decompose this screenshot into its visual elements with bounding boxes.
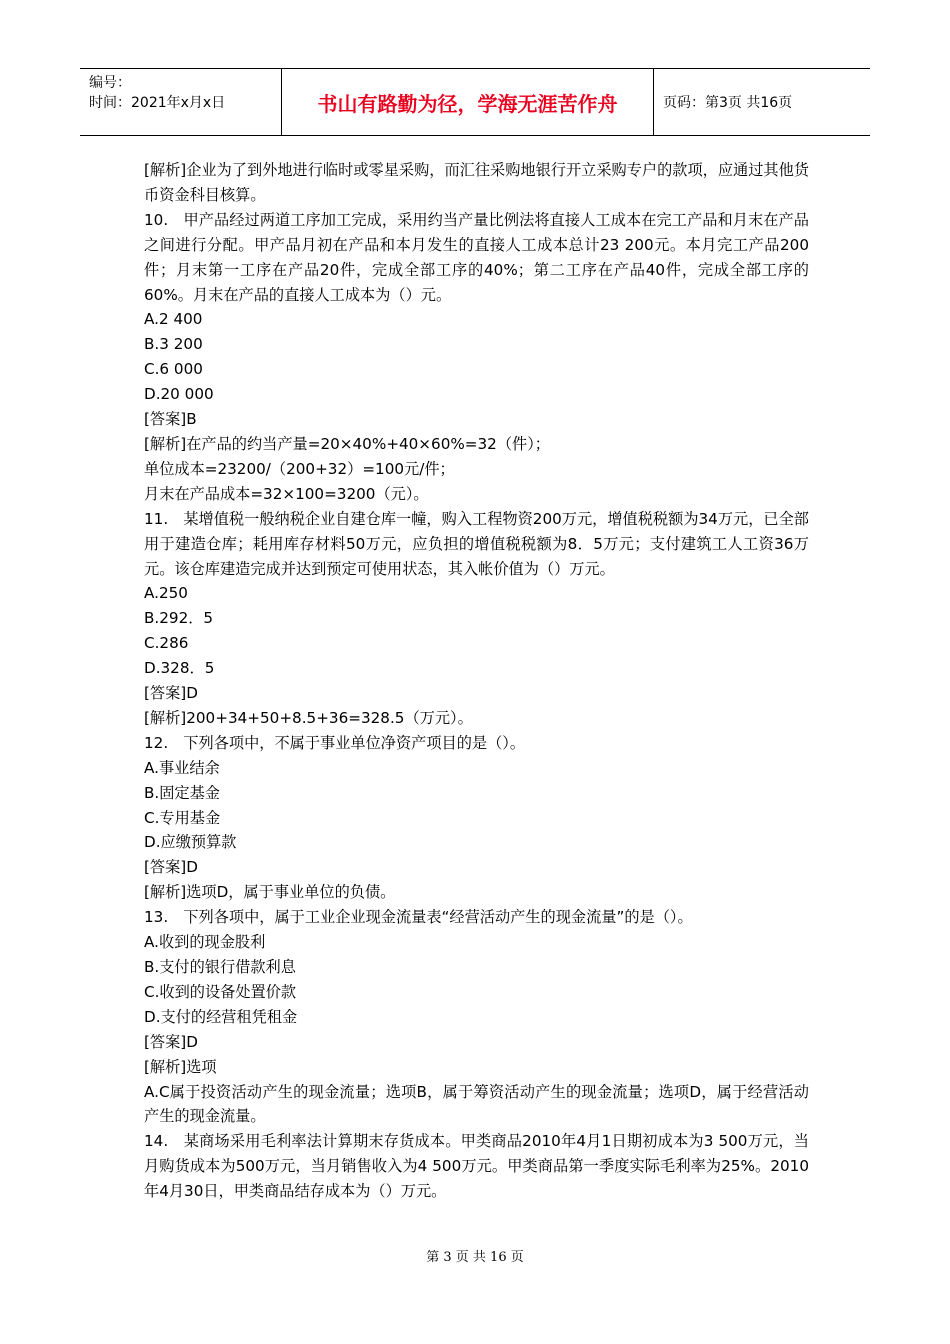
header-left-cell	[80, 69, 282, 135]
explanation: [解析]选项	[144, 1057, 217, 1076]
option: C.收到的设备处置价款	[144, 982, 297, 1001]
page-footer: 第 3 页 共 16 页	[426, 1250, 524, 1265]
answer: [答案]D	[144, 1032, 198, 1051]
option: D.应缴预算款	[144, 833, 237, 852]
document-date: 时间：2021年x月x日	[89, 95, 226, 111]
explanation: [解析]在产品的约当产量=20×40%+40×60%=32（件）；	[144, 434, 550, 453]
option: D.20 000	[144, 385, 214, 404]
explanation: [解析]200+34+50+8.5+36=328.5（万元）。	[144, 708, 473, 727]
question-13: 13. 下列各项中，属于工业企业现金流量表“经营活动产生的现金流量”的是（）。	[144, 908, 693, 927]
option: A.250	[144, 584, 188, 603]
explanation: [解析]选项D，属于事业单位的负债。	[144, 883, 396, 902]
document-number-label: 编号：	[89, 75, 131, 91]
page-header	[80, 68, 870, 136]
option: A.2 400	[144, 310, 203, 329]
question-11: 11. 某增值税一般纳税企业自建仓库一幢，购入工程物资200万元，增值税税额为34万元，已全部用于建造仓库；耗用库存材料50万元，应负担的增值税税额为8．5万元；支付建筑工人工资36万元。该仓库建造完成并达到预定可使用状态，其入帐价值为（）万元。	[144, 509, 809, 578]
explanation: 月末在产品成本=32×100=3200（元）。	[144, 484, 429, 503]
option: C.286	[144, 634, 189, 653]
question-10: 10. 甲产品经过两道工序加工完成，采用约当产量比例法将直接人工成本在完工产品和月末在产品之间进行分配。甲产品月初在产品和本月发生的直接人工成本总计23 200元。本月完工产品200件；月末第一工序在产品20件，完成全部工序的40%；第二工序在产品40件，完成全部工序的60%。月末在产品的直接人工成本为（）元。	[144, 210, 809, 304]
option: B.3 200	[144, 335, 203, 354]
option: B.支付的银行借款利息	[144, 958, 296, 976]
document-body	[144, 158, 809, 1204]
header-page-info: 页码：第3页 共16页	[663, 95, 793, 111]
question-14: 14. 某商场采用毛利率法计算期末存货成本。甲类商品2010年4月1日期初成本为3 500万元，当月购货成本为500万元，当月销售收入为4 500万元。甲类商品第一季度实际毛利率为25%。2010年4月30日，甲类商品结存成本为（）万元。	[144, 1132, 809, 1201]
answer: [答案]B	[144, 410, 197, 429]
header-motto: 书山有路勤为径，学海无涯苦作舟	[282, 69, 654, 135]
option: A.收到的现金股利	[144, 933, 266, 952]
option: C.专用基金	[144, 808, 221, 827]
answer: [答案]D	[144, 858, 198, 877]
option: D.支付的经营租凭租金	[144, 1007, 298, 1026]
option: A.事业结余	[144, 758, 220, 777]
option: C.6 000	[144, 360, 203, 379]
option: B.固定基金	[144, 783, 220, 802]
answer: [答案]D	[144, 684, 198, 703]
option: D.328．5	[144, 659, 215, 678]
question-12: 12. 下列各项中，不属于事业单位净资产项目的是（）。	[144, 733, 526, 752]
explanation: A.C属于投资活动产生的现金流量；选项B，属于筹资活动产生的现金流量；选项D，属于经营活动产生的现金流量。	[144, 1082, 809, 1126]
explanation: 单位成本=23200/（200+32）=100元/件；	[144, 459, 455, 478]
paragraph: [解析]企业为了到外地进行临时或零星采购，而汇往采购地银行开立采购专户的款项，应通过其他货币资金科目核算。	[144, 161, 809, 204]
option: B.292．5	[144, 609, 214, 628]
